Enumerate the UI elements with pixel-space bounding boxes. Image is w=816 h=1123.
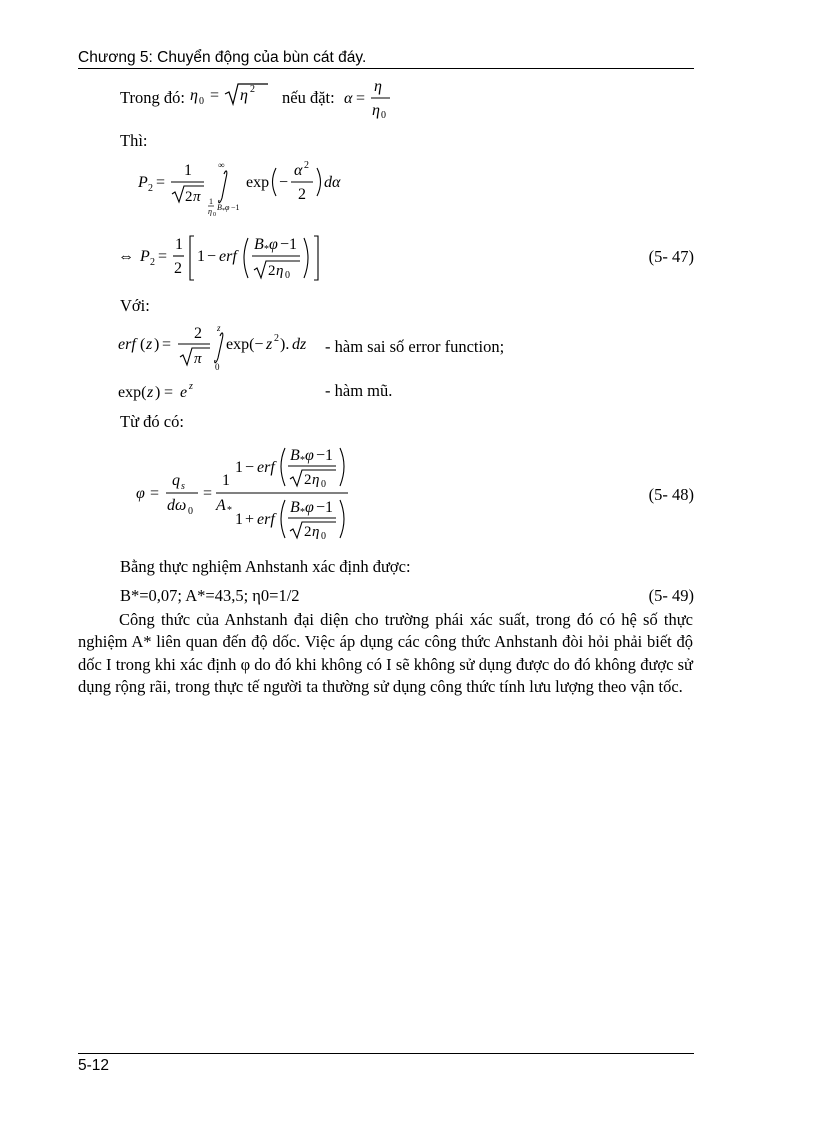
- svg-text:erf: erf: [219, 248, 237, 265]
- svg-text:): ): [154, 336, 160, 353]
- svg-text:∞: ∞: [218, 160, 225, 170]
- text-exp-description: - hàm mũ.: [325, 381, 393, 400]
- equation-number-47: (5- 47): [648, 247, 694, 266]
- header-divider: [78, 68, 694, 69]
- svg-text:−1: −1: [231, 203, 240, 212]
- svg-text:2: 2: [194, 325, 202, 342]
- svg-text:): ): [155, 384, 161, 401]
- equation-number-49: (5- 49): [648, 586, 694, 605]
- svg-text:2: 2: [250, 84, 255, 95]
- svg-text:1: 1: [209, 197, 213, 206]
- formula-p2-erf: [118, 232, 348, 288]
- svg-text:η: η: [372, 102, 380, 119]
- svg-text:η: η: [190, 87, 198, 104]
- text-trong-do: Trong đó:: [120, 88, 185, 107]
- svg-text:*: *: [264, 244, 269, 255]
- svg-text:2: 2: [185, 189, 193, 205]
- svg-text:s: s: [181, 481, 185, 492]
- svg-text:φ: φ: [269, 236, 278, 253]
- svg-text:A: A: [216, 497, 226, 514]
- svg-text:η: η: [374, 78, 382, 95]
- svg-text:(: (: [140, 336, 146, 353]
- svg-text:−: −: [207, 248, 217, 265]
- svg-text:dω: dω: [167, 497, 187, 514]
- svg-text:=: =: [164, 384, 174, 401]
- svg-text:=: =: [356, 90, 366, 107]
- formula-erf-definition: [118, 322, 328, 372]
- svg-text:=: =: [203, 485, 213, 502]
- svg-text:exp(: exp(: [118, 384, 147, 401]
- svg-text:erf: erf: [257, 511, 275, 528]
- formula-p2-integral: [138, 160, 358, 222]
- svg-text:α: α: [344, 90, 353, 107]
- svg-text:exp: exp: [246, 174, 270, 191]
- paragraph-anhstanh: Công thức của Anhstanh đại diện cho trường phái xác suất, trong đó có hệ số thực nghiệm A* liên quan đến độ dốc. Việc áp dụng các công thức Anhstanh đòi hỏi phải biết độ dốc I trong khi xác định φ do đó khi không có I sẽ không sử dụng được do đó không được sử dụng rộng rãi, trong thực tế người ta thường sử dụng công thức tính lưu lượng theo vận tốc.: [78, 610, 693, 697]
- svg-text:η: η: [312, 472, 320, 488]
- svg-text:1: 1: [235, 459, 243, 476]
- chapter-header: Chương 5: Chuyển động của bùn cát đáy.: [78, 49, 367, 66]
- svg-text:φ: φ: [305, 499, 314, 516]
- svg-text:e: e: [180, 384, 188, 401]
- svg-text:z: z: [266, 336, 273, 353]
- svg-text:=: =: [158, 248, 168, 265]
- svg-text:=: =: [150, 485, 160, 502]
- svg-text:B: B: [217, 203, 222, 212]
- svg-text:−1: −1: [280, 236, 298, 253]
- svg-text:0: 0: [381, 110, 386, 120]
- svg-text:−: −: [245, 459, 255, 476]
- svg-text:−1: −1: [316, 499, 334, 516]
- svg-text:π: π: [194, 351, 202, 367]
- svg-text:z: z: [147, 384, 154, 401]
- svg-text:q: q: [172, 472, 180, 489]
- svg-text:B: B: [290, 499, 300, 516]
- svg-text:=: =: [210, 87, 220, 104]
- formula-alpha: [344, 76, 404, 120]
- svg-text:P: P: [138, 174, 148, 191]
- formula-phi: [136, 440, 356, 555]
- svg-text:).: ).: [280, 336, 290, 353]
- svg-text:erf: erf: [257, 459, 275, 476]
- svg-text:dz: dz: [292, 336, 307, 353]
- svg-text:1: 1: [175, 236, 183, 253]
- svg-text:2: 2: [148, 183, 153, 194]
- page-number: 5-12: [78, 1057, 110, 1074]
- footer-divider: [78, 1053, 694, 1054]
- svg-text:η: η: [240, 87, 248, 104]
- svg-text:0: 0: [321, 531, 326, 542]
- svg-text:=: =: [156, 174, 166, 191]
- svg-text:exp(−: exp(−: [226, 336, 264, 353]
- text-thi: Thì:: [120, 131, 148, 150]
- svg-text:*: *: [300, 455, 305, 466]
- svg-text:2: 2: [304, 472, 312, 488]
- svg-text:0: 0: [321, 479, 326, 490]
- text-voi: Với:: [120, 296, 150, 315]
- svg-text:*: *: [227, 505, 232, 516]
- svg-text:η: η: [208, 207, 212, 216]
- svg-text:B: B: [290, 447, 300, 464]
- svg-text:P: P: [140, 248, 150, 265]
- svg-text:φ: φ: [225, 203, 230, 212]
- svg-text:erf: erf: [118, 336, 136, 353]
- svg-text:2: 2: [304, 160, 309, 171]
- svg-text:2: 2: [298, 186, 306, 203]
- svg-text:1: 1: [222, 472, 230, 489]
- svg-text:⇔: ⇔: [118, 248, 134, 265]
- equation-number-48: (5- 48): [648, 485, 694, 504]
- svg-text:−1: −1: [316, 447, 334, 464]
- svg-text:2: 2: [274, 333, 279, 344]
- svg-text:*: *: [300, 507, 305, 518]
- svg-text:2: 2: [268, 263, 276, 279]
- svg-text:=: =: [162, 336, 172, 353]
- svg-text:z: z: [189, 381, 193, 392]
- svg-text:φ: φ: [305, 447, 314, 464]
- svg-text:2: 2: [150, 257, 155, 268]
- svg-text:η: η: [312, 524, 320, 540]
- text-erf-description: - hàm sai số error function;: [325, 337, 505, 356]
- svg-text:η: η: [276, 263, 284, 279]
- svg-text:B: B: [254, 236, 264, 253]
- svg-text:α: α: [294, 162, 303, 179]
- svg-text:0: 0: [199, 96, 204, 107]
- svg-text:0: 0: [188, 506, 193, 517]
- svg-text:1: 1: [235, 511, 243, 528]
- svg-text:z: z: [146, 336, 153, 353]
- formula-exp-definition: [118, 378, 218, 404]
- text-neu-dat: nếu đặt:: [282, 88, 335, 107]
- svg-text:1: 1: [197, 248, 205, 265]
- svg-text:0: 0: [285, 270, 290, 281]
- svg-text:2: 2: [304, 524, 312, 540]
- svg-text:π: π: [193, 189, 201, 205]
- formula-eta0: [190, 80, 280, 110]
- svg-text:2: 2: [174, 260, 182, 277]
- svg-text:0: 0: [213, 212, 216, 218]
- text-bang-thuc-nghiem: Bằng thực nghiệm Anhstanh xác định được:: [120, 557, 411, 576]
- svg-text:−: −: [279, 174, 289, 191]
- text-params: B*=0,07; A*=43,5; η0=1/2: [120, 586, 300, 605]
- svg-text:z: z: [217, 323, 221, 333]
- svg-text:1: 1: [184, 162, 192, 179]
- svg-text:+: +: [245, 511, 255, 528]
- text-tu-do-co: Từ đó có:: [120, 412, 184, 431]
- svg-text:*: *: [222, 208, 225, 214]
- svg-text:0: 0: [215, 362, 220, 372]
- svg-text:φ: φ: [136, 485, 145, 502]
- svg-text:dα: dα: [324, 174, 341, 191]
